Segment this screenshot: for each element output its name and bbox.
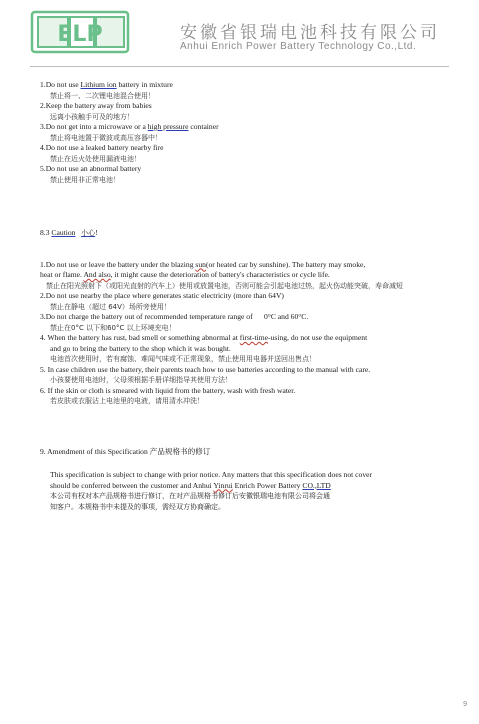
section-heading-caution: 8.3 Caution 小心!	[40, 228, 98, 237]
letterhead	[30, 8, 460, 64]
caution-item-cn: 若皮肤或衣服沾上电池里的电液，请用清水冲洗！	[50, 397, 204, 405]
caution-item: 5. In case children use the battery, their parents teach how to use batteries according to the manual with care. 小孩要使用电池时，父母须根据手册详细指导其使用方法！	[40, 365, 465, 386]
page-number: 9	[463, 701, 467, 708]
caution-item-cn: 禁止在阳光照射下（或阳光直射的汽车上）使用或放置电池，否则可能会引起电池过热，起火伤动能突破，寿命减短	[46, 281, 403, 290]
underlined-term: And also	[83, 270, 111, 279]
safety-item-cn: 禁止使用非正常电池！	[50, 175, 120, 184]
safety-item: 2.Keep the battery away from babies 远离小孩触手可及的地方！	[40, 101, 465, 122]
caution-item: 1.Do not use or leave the battery under the blazing sun(or heated car by sunshine). The battery may smoke, heat or flame. And also, it might cause the deterioration of battery's characteristics or cycle life. 禁止在阳光照射下（或阳光直射的汽车上）使用或放置电池，否则可能会引起电池过热，起火伤动能突破，寿命减短	[40, 260, 465, 292]
underlined-term: high pressure	[147, 122, 189, 131]
logo-lettering: ELP	[57, 22, 103, 47]
header-divider	[30, 66, 449, 67]
caution-item: 3.Do not charge the battery out of recommended temperature range of 0°C and 60°C. 禁止在0°C 以下和60°C 以上环境充电！	[40, 312, 465, 333]
safety-item-cn: 远离小孩触手可及的地方！	[50, 112, 134, 121]
caution-item: 6. If the skin or cloth is smeared with liquid from the battery, wash with fresh water. 若皮肤或衣服沾上电池里的电液，请用清水冲洗！	[40, 386, 465, 407]
underlined-term: Yinrui	[213, 480, 233, 490]
safety-item-cn: 禁止在近火处使用漏液电池！	[50, 154, 141, 163]
caution-item-cn: 禁止在0°C 以下和60°C 以上环境充电！	[50, 323, 176, 332]
safety-item-cn: 禁止将一、二次锂电池混合使用！	[50, 91, 155, 100]
caution-item-cn: 小孩要使用电池时，父母须根据手册详细指导其使用方法！	[50, 376, 232, 384]
safety-item: 1.Do not use Lithium ion battery in mixture 禁止将一、二次锂电池混合使用！	[40, 80, 465, 101]
company-name-en: Anhui Enrich Power Battery Technology Co.,Ltd.	[180, 41, 417, 52]
safety-item-cn: 禁止将电池置于微波或高压容器中！	[50, 133, 162, 142]
safety-item: 5.Do not use an abnormal battery 禁止使用非正常电池！	[40, 164, 465, 185]
company-logo	[30, 8, 140, 56]
underlined-term: first-time	[239, 333, 269, 342]
caution-item: 2.Do not use nearby the place where generates static electricity (more than 64V) 禁止在静电（超过 64V）场所旁使用！	[40, 291, 465, 312]
document-body	[40, 80, 465, 512]
safety-item: 3.Do not get into a microwave or a high pressure container 禁止将电池置于微波或高压容器中！	[40, 122, 465, 143]
safety-item: 4.Do not use a leaked battery nearby fire 禁止在近火处使用漏液电池！	[40, 143, 465, 164]
caution-item-cn: 禁止在静电（超过 64V）场所旁使用！	[50, 302, 171, 311]
underlined-term: CO.,LTD	[302, 480, 331, 490]
caution-item: 4. When the battery has rust, bad smell or something abnormal at first-time-using, do not use the equipment and go to bring the battery to the shop which it was bought. 电池首次使用时，若有腐蚀、难闻气味或不正常现象，禁止使用用电器并送回出售点！	[40, 333, 465, 365]
company-name-cn: 安徽省银瑞电池科技有限公司	[180, 23, 440, 43]
underlined-term: Lithium ion	[80, 80, 117, 89]
amendment-paragraph: This specification is subject to change with prior notice. Any matters that this specification does not cover should be conferred between the customer and Anhui Yinrui Enrich Power Battery CO.,LTD 本公司有权对本产品规格书进行修订，在对产品规格书修订后安徽银瑞电池有限公司将会通 知客户。本规格书中未提及的事项，需经双方协商确定。	[50, 470, 373, 511]
underlined-term: sun	[195, 259, 206, 269]
caution-item-cn: 电池首次使用时，若有腐蚀、难闻气味或不正常现象，禁止使用用电器并送回出售点！	[50, 355, 316, 363]
section-heading-amendment: 9. Amendment of this Specification 产品规格书的修订	[40, 446, 211, 456]
